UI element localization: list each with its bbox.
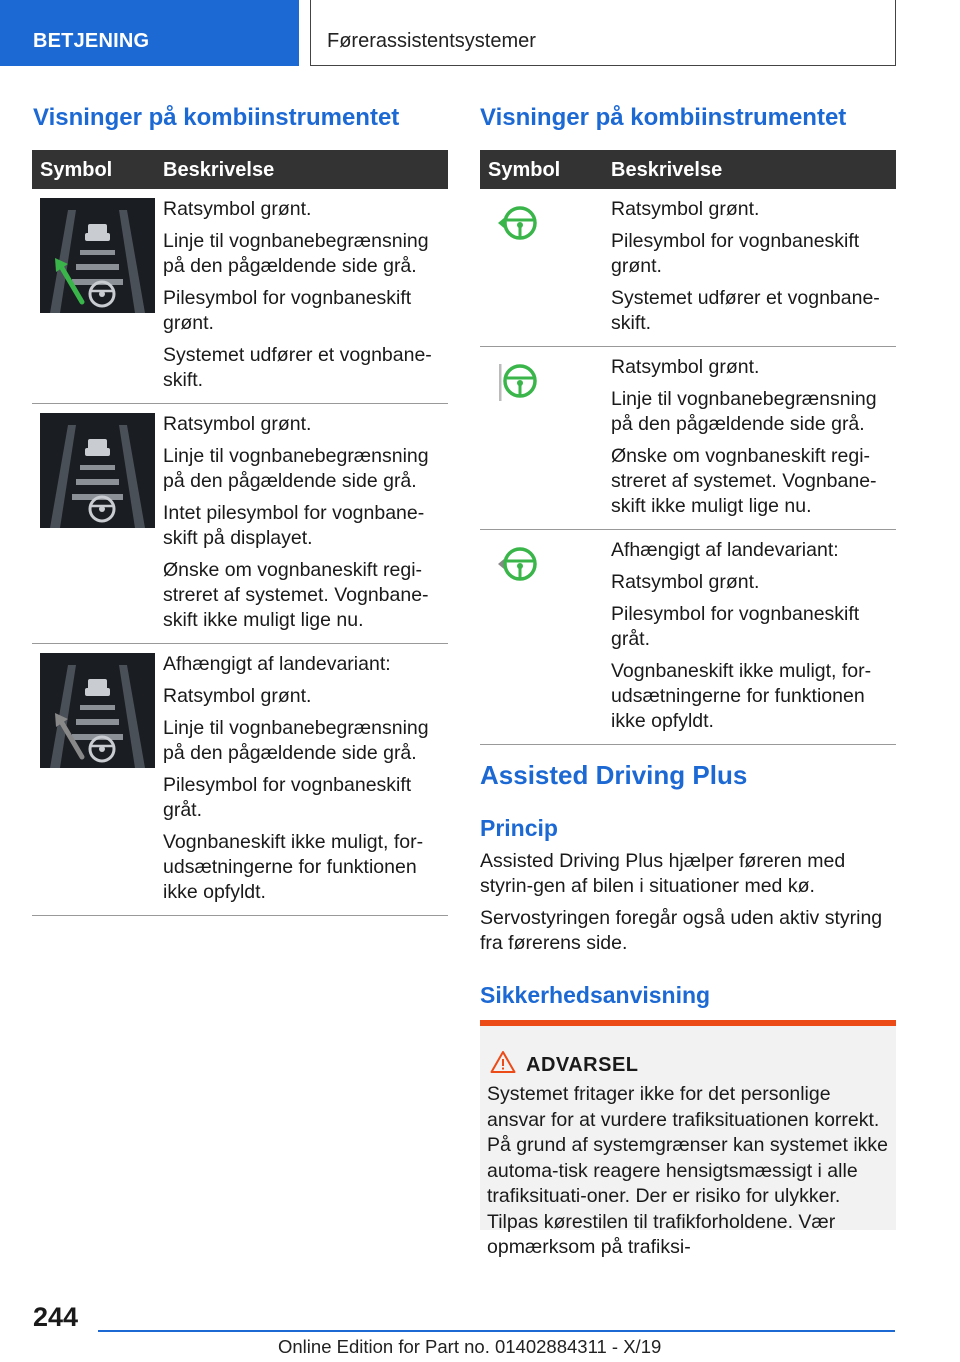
warning-box: [480, 1020, 896, 1258]
row-description: [611, 530, 896, 744]
row-description-line: Pilesymbol for vognbaneskift gråt.: [163, 774, 412, 821]
page-number: 244: [33, 1302, 79, 1332]
left-table-row: [32, 404, 448, 644]
right-table-row: [480, 530, 896, 745]
adp-title: Assisted Driving Plus: [480, 760, 748, 790]
right-table-row: [480, 347, 896, 530]
row-description: [163, 189, 448, 403]
principle-paragraph-2: Servostyringen foregår også uden aktiv styring fra førerens side.: [480, 907, 883, 954]
row-description-line: Pilesymbol for vognbaneskift gråt.: [611, 603, 860, 650]
row-description-line: Linje til vognbanebegrænsning på den pågældende side grå.: [163, 230, 429, 277]
principle-paragraph-1: Assisted Driving Plus hjælper føreren med styrin-gen af bilen i situationer med kø.: [480, 850, 846, 897]
row-description-line: Ratsymbol grønt.: [611, 571, 760, 593]
right-section-title: Visninger på kombiinstrumentet: [480, 104, 847, 131]
header-section-tab: [0, 0, 299, 66]
right-col-symbol: Symbol: [488, 159, 561, 181]
footer-rule: [98, 1330, 895, 1332]
lane-change-display-arrow-icon: [40, 653, 155, 768]
row-description-line: Ønske om vognbaneskift regi-streret af systemet. Vognbane-skift ikke muligt lige nu.: [611, 445, 877, 517]
right-col-desc: Beskrivelse: [611, 159, 723, 181]
row-description-line: Systemet udfører et vognbane-skift.: [611, 287, 880, 334]
right-symbol-table: [480, 150, 896, 745]
footer-edition: Online Edition for Part no. 01402884311 - X/19: [278, 1336, 662, 1357]
row-description: [163, 644, 448, 915]
row-description-line: Vognbaneskift ikke muligt, for-udsætningerne for funktionen ikke opfyldt.: [611, 660, 872, 732]
row-description-line: Ratsymbol grønt.: [611, 198, 760, 220]
row-description-line: Pilesymbol for vognbaneskift grønt.: [611, 230, 860, 277]
warning-text: Systemet fritager ikke for det personlige ansvar for at vurdere trafiksituationen korrekt. På grund af systemgrænser kan systemet ikke automa-tisk reagere hensigtsmæssigt i alle trafiksituati-oner. Der er risiko for ulykker. Tilpas kørestilen til trafikforholdene. Vær opmærksom på trafiksi-: [487, 1083, 888, 1258]
row-description-line: Afhængigt af landevariant:: [611, 539, 839, 561]
row-description: [611, 347, 896, 529]
left-symbol-table: [32, 150, 448, 916]
row-description-line: Systemet udfører et vognbane-skift.: [163, 344, 432, 391]
row-description-line: Linje til vognbanebegrænsning på den pågældende side grå.: [611, 388, 877, 435]
left-col-desc: Beskrivelse: [163, 159, 275, 181]
row-description-line: Ønske om vognbaneskift regi-streret af systemet. Vognbane-skift ikke muligt lige nu.: [163, 559, 429, 631]
lane-change-display-icon: [40, 413, 155, 528]
row-description-line: Afhængigt af landevariant:: [163, 653, 391, 675]
left-section-title: Visninger på kombiinstrumentet: [33, 104, 400, 131]
row-description-line: Linje til vognbanebegrænsning på den pågældende side grå.: [163, 445, 429, 492]
steering-wheel-arrow-green-icon: [488, 203, 544, 243]
left-table-header: [32, 150, 448, 189]
row-description-line: Linje til vognbanebegrænsning på den pågældende side grå.: [163, 717, 429, 764]
warning-title: ADVARSEL: [526, 1054, 639, 1076]
row-description-line: Intet pilesymbol for vognbane-skift på displayet.: [163, 502, 425, 549]
row-description: [163, 404, 448, 643]
steering-wheel-lane-icon: [488, 361, 544, 401]
principle-text: [480, 849, 896, 963]
right-table-row: [480, 189, 896, 347]
warning-triangle-icon: [490, 1050, 516, 1074]
row-description: [611, 189, 896, 346]
row-description-line: Vognbaneskift ikke muligt, for-udsætningerne for funktionen ikke opfyldt.: [163, 831, 424, 903]
row-description-line: Pilesymbol for vognbaneskift grønt.: [163, 287, 412, 334]
principle-title: Princip: [480, 815, 558, 841]
row-description-line: Ratsymbol grønt.: [163, 685, 312, 707]
lane-change-display-arrow-icon: [40, 198, 155, 313]
left-table-row: [32, 644, 448, 916]
left-col-symbol: Symbol: [40, 159, 113, 181]
header-chapter-label: Førerassistentsystemer: [327, 30, 536, 52]
row-description-line: Ratsymbol grønt.: [611, 356, 760, 378]
row-description-line: Ratsymbol grønt.: [163, 413, 312, 435]
right-table-header: [480, 150, 896, 189]
steering-wheel-arrow-gray-icon: [488, 544, 544, 584]
row-description-line: Ratsymbol grønt.: [163, 198, 312, 220]
left-table-row: [32, 189, 448, 404]
safety-title: Sikkerhedsanvisning: [480, 982, 711, 1008]
header-section-label: BETJENING: [33, 30, 150, 52]
header-chapter-box: [310, 0, 896, 66]
